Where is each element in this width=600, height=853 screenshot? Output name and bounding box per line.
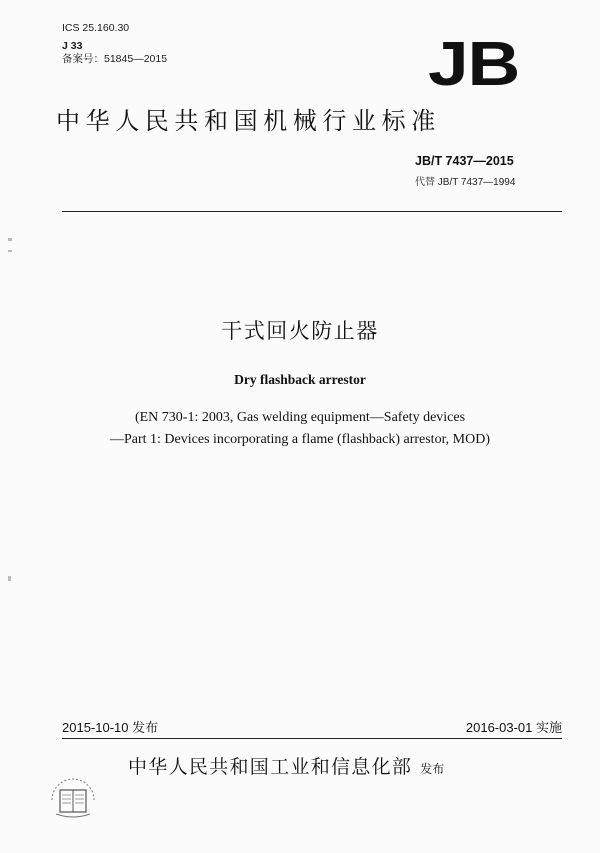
standard-category-title: 中华人民共和国机械行业标准 <box>56 107 441 135</box>
scan-speck <box>8 250 12 252</box>
issuer-name: 中华人民共和国工业和信息化部 <box>128 756 413 778</box>
ccs-code: J 33 <box>62 40 83 52</box>
jb-logo: JB <box>428 30 520 99</box>
top-divider <box>62 211 562 212</box>
replaced-standard: 代替 JB/T 7437—1994 <box>415 177 516 188</box>
reference-standard-line-1: (EN 730-1: 2003, Gas welding equipment—Safety devices <box>134 410 466 425</box>
scan-speck <box>8 238 12 241</box>
implementation-date: 2016-03-01 实施 <box>465 720 562 735</box>
ics-code: ICS 25.160.30 <box>62 22 130 34</box>
issuer-suffix: 发布 <box>420 762 445 776</box>
standard-code: JB/T 7437—2015 <box>415 154 514 168</box>
record-number: 备案号：51845—2015 <box>62 53 168 65</box>
document-title-en: Dry flashback arrestor <box>234 372 366 387</box>
document-title-cn: 干式回火防止器 <box>221 319 379 343</box>
bottom-divider <box>62 738 562 739</box>
issuing-authority <box>128 752 444 779</box>
publisher-seal-icon <box>46 770 100 820</box>
reference-standard-line-2: —Part 1: Devices incorporating a flame (flashback) arrestor, MOD) <box>109 432 491 447</box>
issue-date: 2015-10-10 发布 <box>62 720 159 735</box>
scan-speck <box>8 576 11 581</box>
